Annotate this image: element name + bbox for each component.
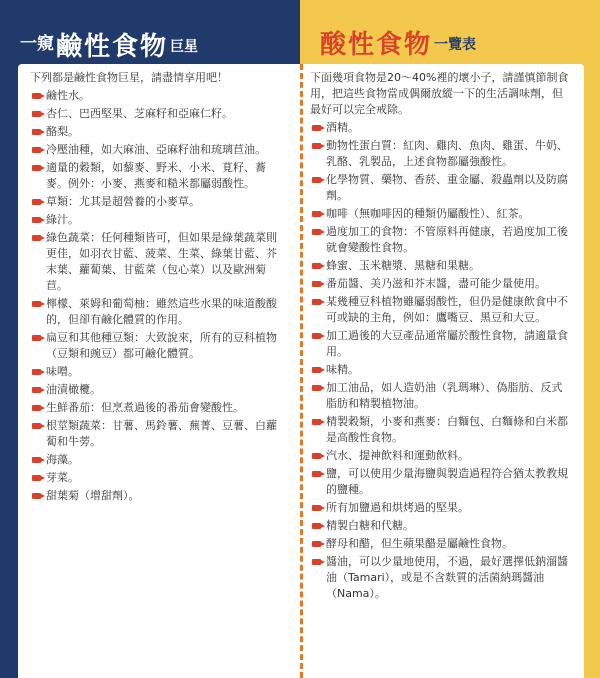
arrow-bullet-icon — [32, 405, 41, 411]
arrow-bullet-icon — [312, 471, 321, 477]
acidic-title-main: 酸性食物 — [320, 30, 433, 60]
list-item: 所有加鹽過和烘烤過的堅果。 — [310, 500, 572, 516]
arrow-bullet-icon — [32, 369, 41, 375]
list-item: 酪梨。 — [30, 124, 282, 140]
alkaline-title-prefix: 一窺 — [20, 34, 54, 54]
list-item: 綠汁。 — [30, 212, 282, 228]
arrow-bullet-icon — [32, 217, 41, 223]
list-item: 番茄醬、美乃滋和芥末醬，盡可能少量使用。 — [310, 276, 572, 292]
list-item: 鹽，可以使用少量海鹽與製造過程符合猶太教教規的鹽種。 — [310, 466, 572, 498]
list-item: 酒精。 — [310, 120, 572, 136]
list-item: 適量的穀類，如藜麥、野米、小米、莧籽、蕎麥。例外：小麥、燕麥和糙米都屬弱酸性。 — [30, 160, 282, 192]
acidic-list — [310, 120, 572, 602]
list-item: 冷壓油種，如大麻油、亞麻籽油和琉璃苣油。 — [30, 142, 282, 158]
arrow-bullet-icon — [32, 111, 41, 117]
acidic-title-suffix: 一覽表 — [434, 37, 477, 53]
arrow-bullet-icon — [312, 211, 321, 217]
arrow-bullet-icon — [312, 281, 321, 287]
column-divider — [300, 64, 303, 678]
arrow-bullet-icon — [32, 235, 41, 241]
list-item: 味噌。 — [30, 364, 282, 380]
alkaline-title-suffix: 巨星 — [170, 39, 199, 55]
list-item: 過度加工的食物：不管原料再健康，若過度加工後就會變酸性食物。 — [310, 224, 572, 256]
arrow-bullet-icon — [312, 523, 321, 529]
arrow-bullet-icon — [312, 559, 321, 565]
arrow-bullet-icon — [32, 199, 41, 205]
alkaline-title — [20, 20, 290, 60]
list-item: 鹼性水。 — [30, 88, 282, 104]
alkaline-title-main: 鹼性食物 — [56, 32, 169, 62]
list-item: 加工油品，如人造奶油（乳瑪琳）、偽脂肪、反式脂肪和精製植物油。 — [310, 380, 572, 412]
list-item: 芽菜。 — [30, 470, 282, 486]
arrow-bullet-icon — [312, 385, 321, 391]
list-item: 汽水、提神飲料和運動飲料。 — [310, 448, 572, 464]
list-item: 檸檬、萊姆和葡萄柚：雖然這些水果的味道酸酸的，但卻有鹼化體質的作用。 — [30, 296, 282, 328]
alkaline-intro: 下列都是鹼性食物巨星，請盡情享用吧！ — [30, 71, 228, 84]
arrow-bullet-icon — [312, 177, 321, 183]
list-item: 根莖類蔬菜：甘薯、馬鈴薯、蕪菁、豆薯、白蘿蔔和牛蒡。 — [30, 418, 282, 450]
arrow-bullet-icon — [312, 229, 321, 235]
list-item: 精製白糖和代糖。 — [310, 518, 572, 534]
list-item: 化學物質、藥物、香菸、重金屬、殺蟲劑以及防腐劑。 — [310, 172, 572, 204]
arrow-bullet-icon — [32, 457, 41, 463]
list-item: 醬油，可以少量地使用，不過，最好選擇低鈉溜醬油（Tamari），或是不含麩質的活菌納瑪醬油（Nama）。 — [310, 554, 572, 602]
arrow-bullet-icon — [312, 541, 321, 547]
acidic-intro: 下面幾項食物是20～40%裡的壞小子，請謹慎節制食用，把這些食物當成偶爾放縱一下的生活調味劑，但最好可以完全戒除。 — [310, 71, 569, 116]
list-item: 扁豆和其他種豆類：大致說來，所有的豆科植物（豆類和豌豆）都可鹼化體質。 — [30, 330, 282, 362]
list-item: 味精。 — [310, 362, 572, 378]
list-item: 油漬橄欖。 — [30, 382, 282, 398]
arrow-bullet-icon — [312, 333, 321, 339]
arrow-bullet-icon — [312, 125, 321, 131]
arrow-bullet-icon — [312, 143, 321, 149]
list-item: 酵母和醋，但生蘋果醋是屬鹼性食物。 — [310, 536, 572, 552]
list-item: 精製穀類，小麥和燕麥：白麵包、白麵條和白米都是高酸性食物。 — [310, 414, 572, 446]
arrow-bullet-icon — [32, 165, 41, 171]
arrow-bullet-icon — [32, 387, 41, 393]
arrow-bullet-icon — [32, 475, 41, 481]
list-item: 草類：尤其是超營養的小麥草。 — [30, 194, 282, 210]
acidic-title — [318, 14, 588, 58]
arrow-bullet-icon — [32, 301, 41, 307]
arrow-bullet-icon — [312, 367, 321, 373]
arrow-bullet-icon — [32, 93, 41, 99]
acidic-column — [310, 70, 572, 604]
alkaline-list — [30, 88, 282, 504]
arrow-bullet-icon — [32, 493, 41, 499]
list-item: 蜂蜜、玉米糖漿、黑糖和果糖。 — [310, 258, 572, 274]
list-item: 杏仁、巴西堅果、芝麻籽和亞麻仁籽。 — [30, 106, 282, 122]
list-item: 咖啡（無咖啡因的種類仍屬酸性）、紅茶。 — [310, 206, 572, 222]
arrow-bullet-icon — [32, 129, 41, 135]
arrow-bullet-icon — [312, 453, 321, 459]
list-item: 海藻。 — [30, 452, 282, 468]
list-item: 動物性蛋白質：紅肉、雞肉、魚肉、雞蛋、牛奶、乳酪、乳製品，上述食物都屬強酸性。 — [310, 138, 572, 170]
arrow-bullet-icon — [32, 335, 41, 341]
list-item: 甜葉菊（增甜劑）。 — [30, 488, 282, 504]
arrow-bullet-icon — [32, 147, 41, 153]
arrow-bullet-icon — [312, 263, 321, 269]
list-item: 綠色蔬菜：任何種類皆可，但如果是綠葉蔬菜則更佳，如羽衣甘藍、菠菜、生菜、綠葉甘藍、芥末葉、蘿蔔葉、甘藍菜（包心菜）以及歐洲菊苣。 — [30, 230, 282, 294]
arrow-bullet-icon — [312, 299, 321, 305]
arrow-bullet-icon — [312, 505, 321, 511]
arrow-bullet-icon — [32, 423, 41, 429]
list-item: 加工過後的大豆產品通常屬於酸性食物，請適量食用。 — [310, 328, 572, 360]
list-item: 某幾種豆科植物雖屬弱酸性，但仍是健康飲食中不可或缺的主角，例如：鷹嘴豆、黑豆和大豆。 — [310, 294, 572, 326]
list-item: 生鮮番茄：但烹煮過後的番茄會變酸性。 — [30, 400, 282, 416]
arrow-bullet-icon — [312, 419, 321, 425]
alkaline-column — [30, 70, 282, 506]
